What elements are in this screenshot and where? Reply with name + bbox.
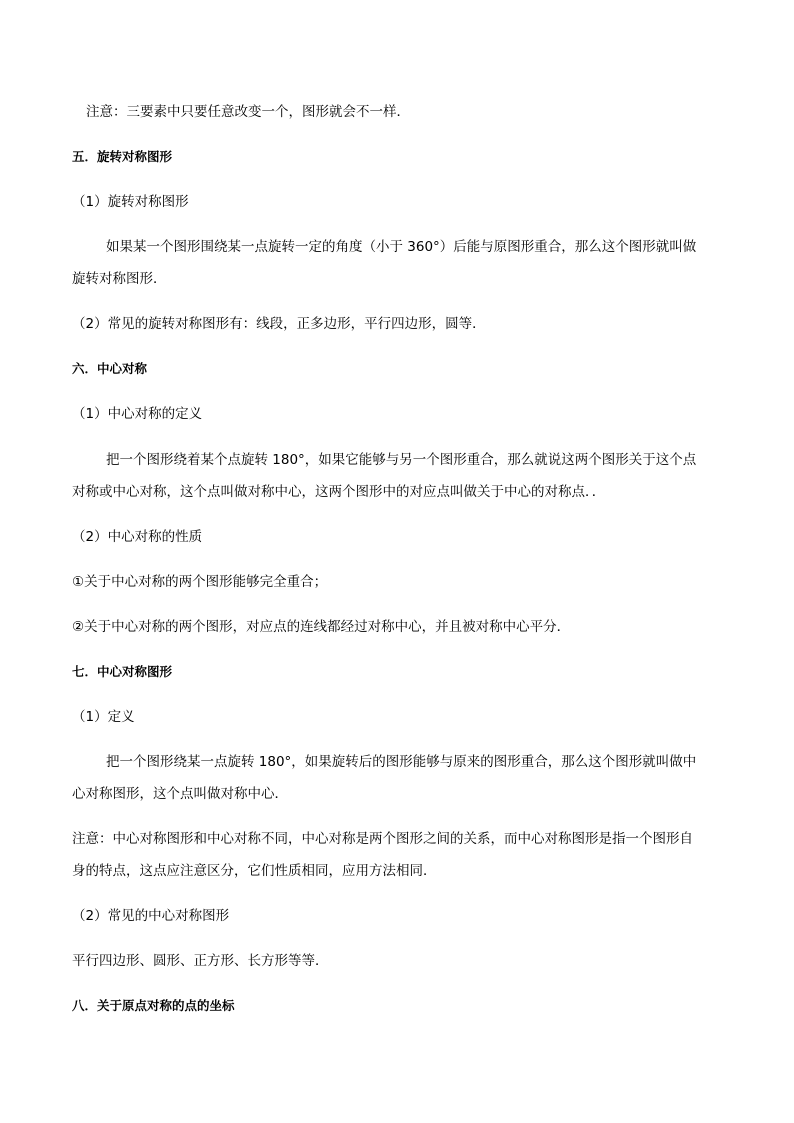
note-line-1: 注意：中心对称图形和中心对称不同，中心对称是两个图形之间的关系，而中心对称图形是指一个图形自 bbox=[72, 831, 693, 847]
definition-line-1: 把一个图形绕着某个点旋转 180°，如果它能够与另一个图形重合，那么就说这两个图形关于这个点 bbox=[106, 452, 697, 468]
section-heading-central-symmetric-figure: 七．中心对称图形 bbox=[72, 664, 173, 679]
section-heading-central-symmetry: 六．中心对称 bbox=[72, 361, 148, 376]
subheading-rotational-figure: （1）旋转对称图形 bbox=[72, 194, 189, 210]
definition-line-1: 如果某一个图形围绕某一点旋转一定的角度（小于 360°）后能与原图形重合，那么这个图形就叫做 bbox=[106, 239, 697, 255]
subheading-central-properties: （2）中心对称的性质 bbox=[72, 529, 203, 545]
subheading-common-rotational: （2）常见的旋转对称图形有：线段，正多边形，平行四边形，圆等． bbox=[72, 316, 486, 332]
section-heading-origin-symmetry: 八．关于原点对称的点的坐标 bbox=[72, 998, 235, 1013]
subheading-common-central: （2）常见的中心对称图形 bbox=[72, 908, 230, 924]
definition-line-2: 对称或中心对称，这个点叫做对称中心，这两个图形中的对应点叫做关于中心的对称点．． bbox=[72, 484, 606, 500]
definition-line-2: 旋转对称图形． bbox=[72, 271, 167, 287]
examples-line: 平行四边形、圆形、正方形、长方形等等． bbox=[72, 953, 329, 969]
definition-line-1: 把一个图形绕某一点旋转 180°，如果旋转后的图形能够与原来的图形重合，那么这个图形就叫做中 bbox=[106, 754, 697, 770]
subheading-definition: （1）定义 bbox=[72, 709, 135, 725]
definition-line-2: 心对称图形，这个点叫做对称中心． bbox=[72, 786, 288, 802]
note-line-2: 身的特点，这点应注意区分，它们性质相同，应用方法相同． bbox=[72, 863, 437, 879]
property-2: ②关于中心对称的两个图形，对应点的连线都经过对称中心，并且被对称中心平分． bbox=[72, 619, 571, 635]
property-1: ①关于中心对称的两个图形能够完全重合； bbox=[72, 574, 328, 590]
section-heading-rotational-symmetry: 五．旋转对称图形 bbox=[72, 149, 173, 164]
subheading-central-definition: （1）中心对称的定义 bbox=[72, 406, 203, 422]
note-paragraph: 注意：三要素中只要任意改变一个，图形就会不一样． bbox=[86, 104, 410, 120]
